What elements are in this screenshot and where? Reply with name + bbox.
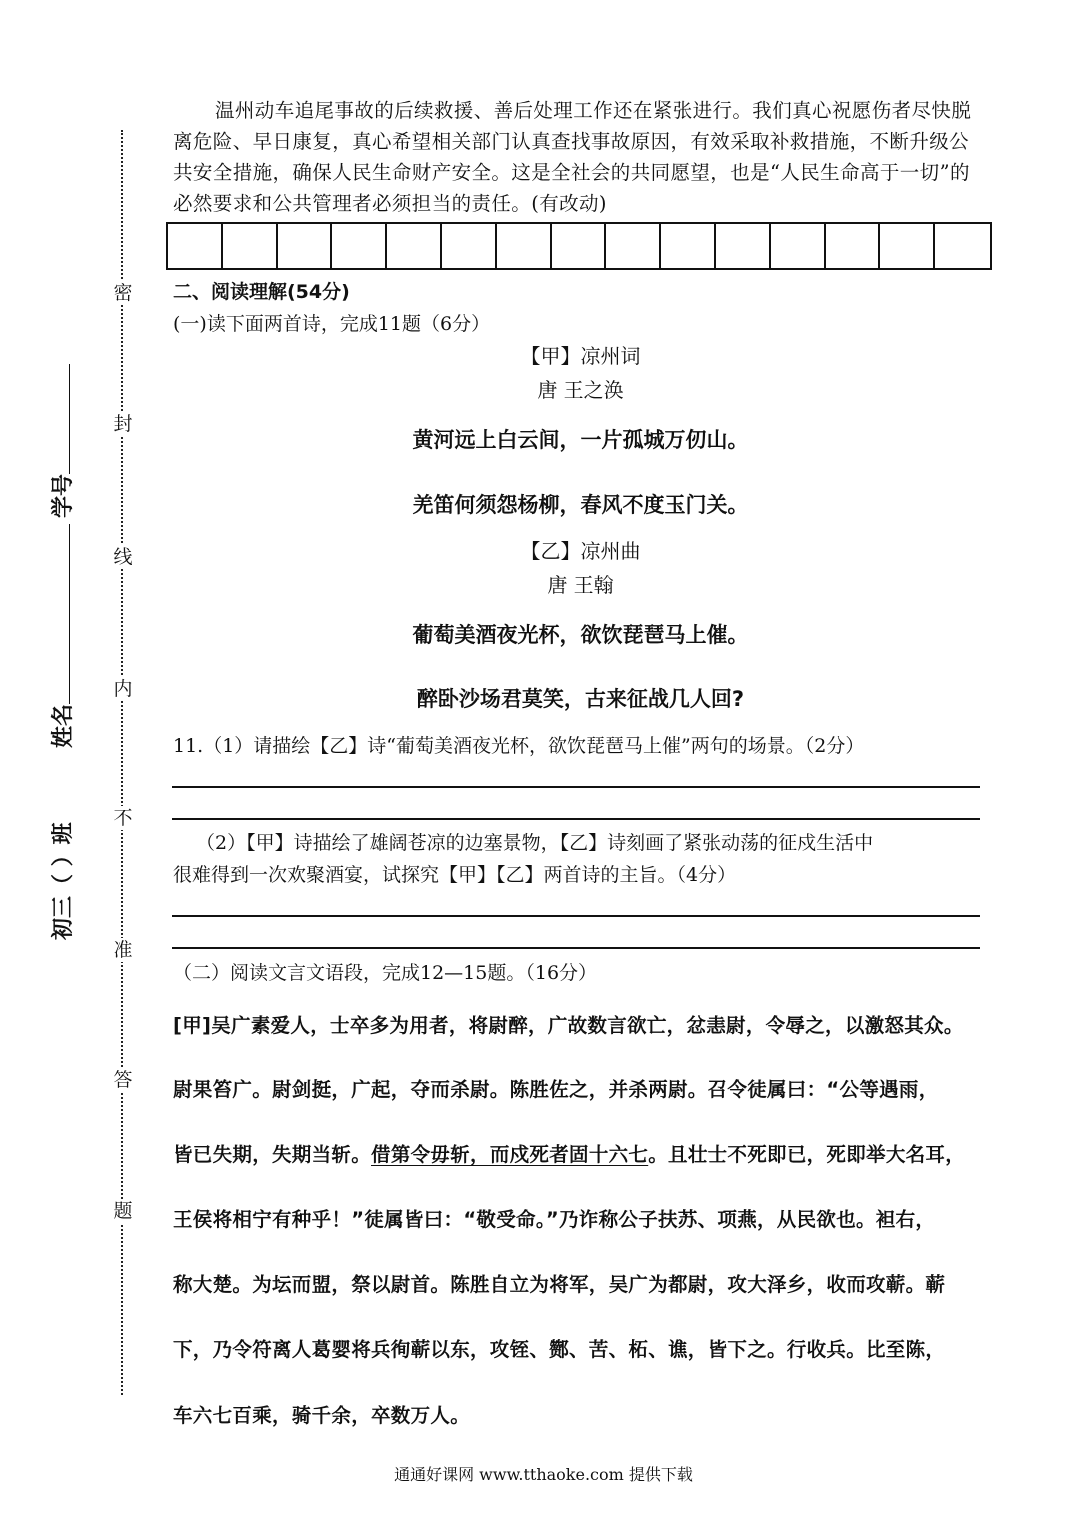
poem-b-line: 醉卧沙场君莫笑，古来征战几人回? [416,687,745,711]
poem-b-line: 葡萄美酒夜光杯，欲饮琵琶马上催。 [412,623,749,647]
classical-text-line: 下，乃令符离人葛婴将兵徇蕲以东，攻铚、酂、苦、柘、谯，皆下之。行收兵。比至陈， [173,1338,946,1361]
question-11-2: 很难得到一次欢聚酒宴，试探究【甲】【乙】两首诗的主旨。（4分） [173,864,737,886]
grid-cell[interactable] [771,224,826,268]
classical-text-line [173,1139,965,1167]
grid-cell[interactable] [332,224,387,268]
poem-b-author: 唐 王翰 [547,573,614,597]
grid-cell[interactable] [716,224,771,268]
intro-line: 不断升级公共安全措施，确保人民生命财产安全。这是全社会的共同愿望，也是“人 [173,130,970,184]
seal-char: 密 [113,282,133,304]
name-label: 姓名 [51,703,76,748]
question-11-1: 11.（1）请描绘【乙】诗“葡萄美酒夜光杯，欲饮琵琶马上催”两句的场景。（2分） [173,735,865,757]
intro-line: 民生命高于一切”的必然要求和公共管理者必须担当的责任。(有改动) [173,161,970,215]
classical-text-line: 王侯将相宁有种乎！”徒属皆曰：“敬受命。”乃诈称公子扶苏、项燕，从民欲也。袒右， [173,1208,936,1231]
grid-cell[interactable] [497,224,552,268]
part1-instruction: (一)读下面两首诗，完成11题（6分） [173,313,491,335]
name-blank[interactable] [69,524,70,704]
question-11-2: （2）【甲】诗描绘了雄阔苍凉的边塞景物，【乙】诗刻画了紧张动荡的征戍生活中 [196,832,874,854]
poem-a-line: 黄河远上白云间，一片孤城万仞山。 [412,428,749,452]
grid-cell[interactable] [168,224,223,268]
intro-paragraph [173,95,988,219]
classical-text-line: 尉果笞广。尉剑挺，广起，夺而杀尉。陈胜佐之，并杀两尉。召令徒属曰：“公等遇雨， [173,1078,939,1101]
student-id-label: 学号 [51,473,76,518]
part2-instruction: （二）阅读文言文语段，完成12—15题。（16分） [173,962,598,984]
answer-line[interactable] [172,818,980,820]
grid-cell[interactable] [880,224,935,268]
grid-cell[interactable] [278,224,333,268]
seal-char: 题 [113,1200,133,1222]
class-label: 初三（ ）班 [51,822,76,940]
intro-line: 温州动车追尾事故的后续救援、善后处理工作还在紧张进行。我们真心祝愿伤者 [215,99,912,122]
writing-grid[interactable] [166,222,992,270]
classical-text-line: 车六七百乘，骑千余，卒数万人。 [173,1404,471,1427]
answer-line[interactable] [172,786,980,788]
seal-char: 内 [113,678,133,700]
grid-cell[interactable] [826,224,881,268]
section-title: 二、阅读理解(54分) [173,281,350,303]
poem-b-title: 【乙】凉州曲 [520,539,641,563]
classical-text-segment: 皆已失期，失期当斩。 [173,1143,372,1166]
answer-line[interactable] [172,947,980,949]
answer-line[interactable] [172,915,980,917]
seal-char: 答 [113,1069,133,1091]
poem-a-title: 【甲】凉州词 [520,344,641,368]
underlined-sentence: 借第令毋斩，而戍死者固十六七 [371,1143,649,1166]
seal-char: 封 [113,413,133,435]
grid-cell[interactable] [935,224,990,268]
grid-cell[interactable] [606,224,661,268]
intro-line: 尽快脱离危险、早日康复，真心希望相关部门认真查找事故原因，有效采取补救措施， [173,99,972,153]
student-id-blank[interactable] [69,364,70,474]
grid-cell[interactable] [552,224,607,268]
seal-char: 准 [113,939,133,961]
classical-text-segment: 。且壮士不死即已，死即举大名耳， [648,1143,966,1166]
seal-char: 线 [113,546,133,568]
grid-cell[interactable] [223,224,278,268]
student-id-field[interactable] [46,364,77,518]
seal-char: 不 [113,807,133,829]
name-field[interactable] [46,524,77,748]
poem-a-line: 羌笛何须怨杨柳，春风不度玉门关。 [412,493,749,517]
classical-text-line: [甲]吴广素爱人，士卒多为用者，将尉醉，广故数言欲亡，忿恚尉，令辱之，以激怒其众。 [173,1014,964,1037]
grid-cell[interactable] [387,224,442,268]
page-footer: 通通好课网 www.tthaoke.com 提供下载 [394,1465,693,1484]
classical-text-line: 称大楚。为坛而盟，祭以尉首。陈胜自立为将军，吴广为都尉，攻大泽乡，收而攻蕲。蕲 [173,1273,946,1296]
grid-cell[interactable] [661,224,716,268]
grid-cell[interactable] [442,224,497,268]
poem-a-author: 唐 王之涣 [537,378,624,402]
